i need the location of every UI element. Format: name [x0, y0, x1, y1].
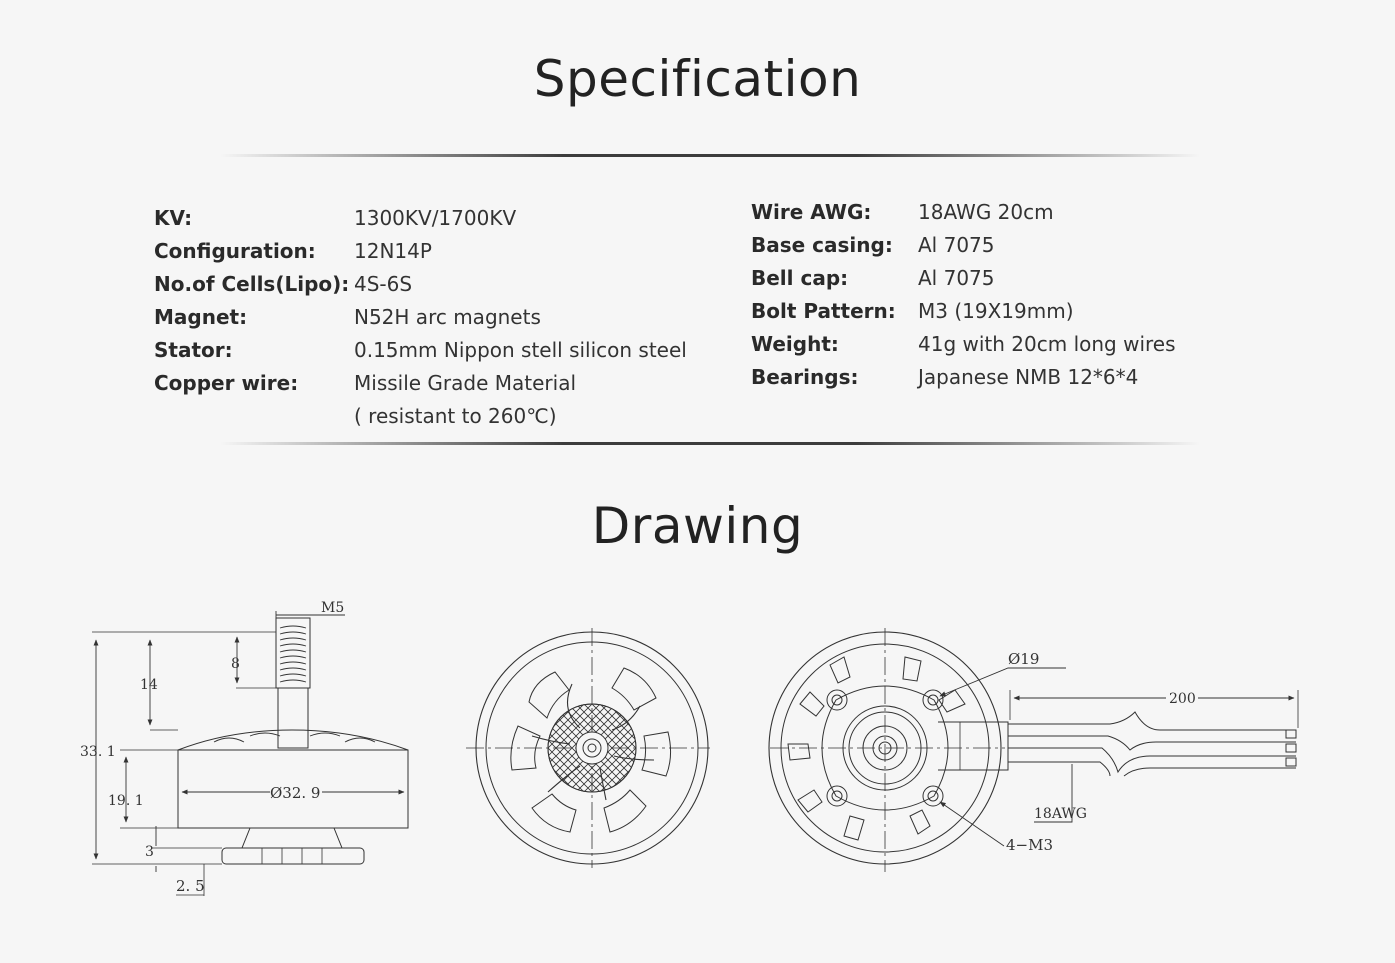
- spec-label: No.of Cells(Lipo):: [154, 271, 350, 296]
- awg-label: 18AWG: [1034, 806, 1087, 822]
- bottom-divider: [220, 442, 1200, 445]
- spec-label: Bell cap:: [751, 265, 849, 290]
- dim-32-9-label: Ø32. 9: [270, 784, 321, 802]
- spec-row: [751, 195, 1176, 228]
- spec-value: Al 7075: [918, 265, 995, 290]
- spec-label: Stator:: [154, 337, 233, 362]
- dim-14-label: 14: [140, 677, 158, 693]
- spec-value: Japanese NMB 12*6*4: [918, 364, 1139, 389]
- spec-label: Configuration:: [154, 238, 316, 263]
- spec-value: N52H arc magnets: [354, 304, 541, 329]
- shaft: [278, 688, 308, 748]
- dim-8-label: 8: [231, 656, 240, 672]
- spec-list-left: [154, 201, 687, 432]
- spec-row: [154, 366, 687, 399]
- spec-label: Magnet:: [154, 304, 248, 329]
- spec-value: 4S-6S: [354, 271, 413, 296]
- motor-wires: [1008, 712, 1296, 776]
- spec-row: [154, 399, 687, 432]
- top-view: [466, 628, 710, 868]
- spec-row: [751, 360, 1176, 393]
- spec-value: Missile Grade Material: [354, 370, 577, 395]
- spec-value: 0.15mm Nippon stell silicon steel: [354, 337, 687, 362]
- dim-19-1-label: 19. 1: [108, 793, 144, 809]
- specification-heading: Specification: [533, 50, 862, 108]
- spec-value: 1300KV/1700KV: [354, 205, 517, 230]
- dim-33-1-label: 33. 1: [80, 744, 116, 760]
- spec-row: [751, 228, 1176, 261]
- spec-label: Bolt Pattern:: [751, 298, 896, 323]
- side-view: [80, 600, 408, 896]
- spec-value: 12N14P: [354, 238, 432, 263]
- dim-3-label: 3: [145, 844, 154, 860]
- bell-top: [178, 730, 408, 750]
- thread-coils: [280, 626, 306, 682]
- spec-row: [751, 261, 1176, 294]
- bottom-view: [769, 628, 1298, 872]
- dim-2-5-label: 2. 5: [176, 877, 205, 895]
- dim-200-label: 200: [1169, 691, 1196, 707]
- spec-row: [154, 333, 687, 366]
- base: [242, 828, 342, 848]
- spec-label: Copper wire:: [154, 370, 299, 395]
- spec-value: M3 (19X19mm): [918, 298, 1074, 323]
- spec-value: Al 7075: [918, 232, 995, 257]
- motor-drawing: [0, 590, 1395, 900]
- spec-row: [154, 201, 687, 234]
- m5-label: M5: [321, 600, 345, 616]
- dim-19-label: Ø19: [1008, 650, 1040, 668]
- spec-value: 41g with 20cm long wires: [918, 331, 1176, 356]
- base-slots: [788, 657, 965, 840]
- spec-value: ( resistant to 260℃): [354, 403, 557, 428]
- spec-row: [154, 267, 687, 300]
- spec-value: 18AWG 20cm: [918, 199, 1054, 224]
- spec-label: Bearings:: [751, 364, 859, 389]
- top-divider: [220, 154, 1200, 157]
- spec-row: [751, 294, 1176, 327]
- spec-row: [154, 300, 687, 333]
- spec-list-right: [751, 195, 1176, 393]
- spec-row: [154, 234, 687, 267]
- m3-label: 4−M3: [1006, 836, 1054, 854]
- spec-label: Wire AWG:: [751, 199, 872, 224]
- spec-label: Base casing:: [751, 232, 893, 257]
- drawing-heading: Drawing: [591, 497, 804, 555]
- spec-label: Weight:: [751, 331, 839, 356]
- base-flange: [222, 848, 364, 864]
- spec-label: KV:: [154, 205, 193, 230]
- spec-row: [751, 327, 1176, 360]
- shaft-thread: [276, 618, 310, 688]
